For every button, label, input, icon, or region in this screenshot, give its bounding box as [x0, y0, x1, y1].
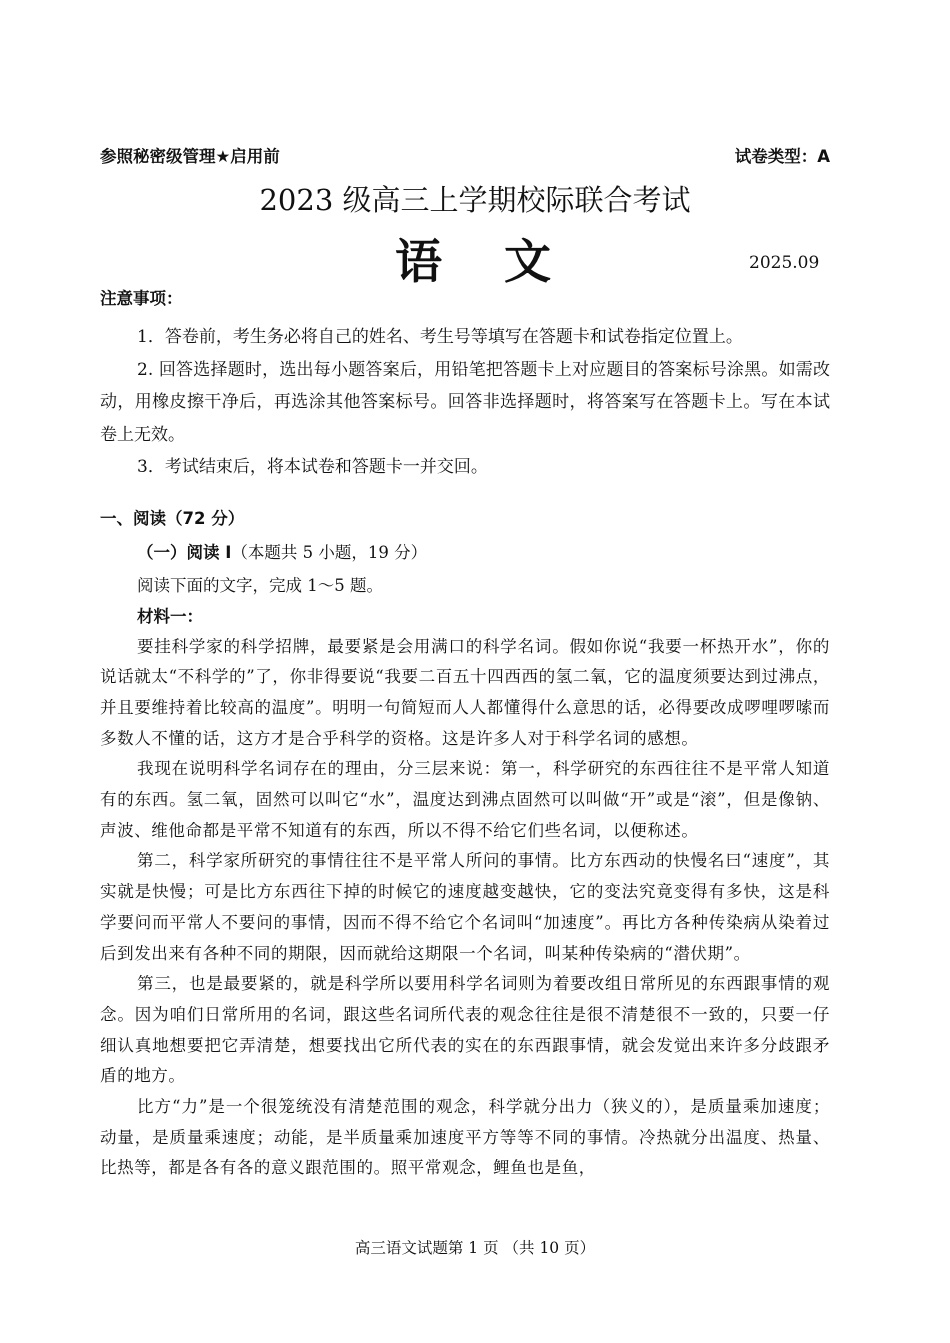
notice-title: 注意事项：	[100, 289, 183, 308]
passage-paragraph: 比方“力”是一个很笼统没有清楚范围的观念，科学就分出力（狭义的），是质量乘加速度；动量，是质量乘速度；动能，是半质量乘加速度平方等等不同的事情。冷热就分出温度、热量、比热等，都是各有各的意义跟范围的。照平常观念，鲤鱼也是鱼，	[100, 1097, 830, 1178]
subject-title: 语文	[395, 235, 613, 290]
material-label: 材料一：	[137, 606, 203, 626]
page-footer: 高三语文试题第 1 页 （共 10 页）	[354, 1239, 596, 1257]
exam-date: 2025.09	[749, 253, 820, 273]
sub-section-detail: （本题共 5 小题，19 分）	[231, 542, 428, 562]
sub-section-title	[100, 536, 830, 570]
passage-paragraph: 我现在说明科学名词存在的理由，分三层来说：第一，科学研究的东西往往不是平常人知道有的东西。氢二氧，固然可以叫它“水”，温度达到沸点固然可以叫做“开”或是“滚”，但是像钠、声波、维他命都是平常不知道有的东西，所以不得不给它们些名词，以便称述。	[100, 759, 830, 840]
reading-instruction: 阅读下面的文字，完成 1～5 题。	[137, 575, 383, 595]
passage-paragraph: 要挂科学家的科学招牌，最要紧是会用满口的科学名词。假如你说“我要一杯热开水”，你的说话就太“不科学的”了，你非得要说“我要二百五十四西西的氢二氧，它的温度须要达到过沸点，并且要维持着比较高的温度”。明明一句简短而人人都懂得什么意思的话，必得要改成啰哩啰嗦而多数人不懂的话，这方才是合乎科学的资格。这是许多人对于科学名词的感想。	[100, 636, 830, 748]
passage-paragraph: 第三，也是最要紧的，就是科学所以要用科学名词则为着要改组日常所见的东西跟事情的观念。因为咱们日常所用的名词，跟这些名词所代表的观念往往是很不清楚很不一致的，只要一仔细认真地想要把它弄清楚，想要找出它所代表的实在的东西跟事情，就会发觉出来许多分歧跟矛盾的地方。	[100, 974, 830, 1086]
notice-item: 2. 回答选择题时，选出每小题答案后，用铅笔把答题卡上对应题目的答案标号涂黑。如需改动，用橡皮擦干净后，再选涂其他答案标号。回答非选择题时，将答案写在答题卡上。写在本试卷上无效。	[100, 359, 830, 445]
exam-title: 2023 级高三上学期校际联合考试	[259, 183, 691, 217]
secrecy-label: 参照秘密级管理★启用前	[100, 147, 280, 166]
page-content	[100, 289, 830, 1184]
notice-item: 1．答卷前，考生务必将自己的姓名、考生号等填写在答题卡和试卷指定位置上。	[137, 327, 743, 347]
notice-item: 3．考试结束后，将本试卷和答题卡一并交回。	[137, 457, 488, 477]
sub-section-name: （一）阅读 I	[137, 542, 232, 562]
paper-type-label: 试卷类型：A	[734, 147, 830, 166]
section-title: 一、阅读（72 分）	[100, 508, 245, 528]
passage-paragraph: 第二，科学家所研究的事情往往不是平常人所问的事情。比方东西动的快慢名曰“速度”，其实就是快慢；可是比方东西往下掉的时候它的速度越变越快，它的变法究竟变得有多快，这是科学要问而平常人不要问的事情，因而不得不给它个名词叫“加速度”。再比方各种传染病从染着过后到发出来有各种不同的期限，因而就给这期限一个名词，叫某种传染病的“潜伏期”。	[100, 851, 830, 963]
